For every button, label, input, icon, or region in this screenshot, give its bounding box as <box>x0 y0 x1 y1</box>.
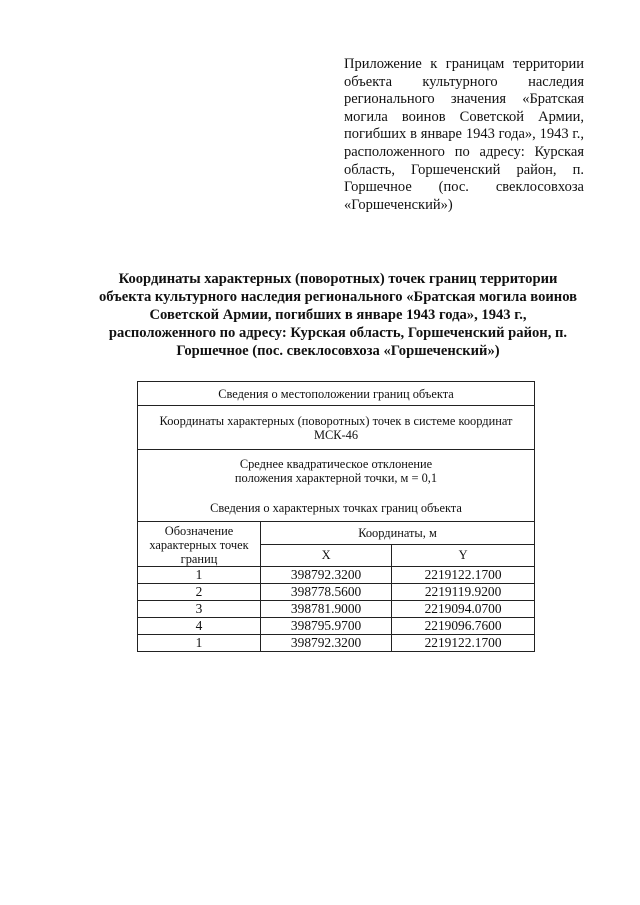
y-value: 2219122.1700 <box>392 567 535 584</box>
x-column-header: X <box>261 544 392 567</box>
y-value: 2219122.1700 <box>392 635 535 652</box>
x-value: 398792.3200 <box>261 635 392 652</box>
point-id: 1 <box>138 567 261 584</box>
coordinates-table <box>137 381 535 652</box>
document-title: Координаты характерных (поворотных) точек границ территории объекта культурного наследия регионального «Братская могила воинов Советской Армии, погибших в январе 1943 года», 1943 г., расположенного по адресу: Курская область, Горшеченский район, п. Горшечное (пос. свеклосовхоза «Горшеченский») <box>98 271 578 359</box>
point-id: 2 <box>138 584 261 601</box>
annex-note: Приложение к границам территории объекта культурного наследия регионального значения «Братская могила воинов Советской Армии, погибших в январе 1943 года», 1943 г., расположенного по адресу: Курская область, Горшеченский район, п. Горшечное (пос. свеклосовхоза «Горшеченский») <box>344 56 584 213</box>
table-row <box>138 618 535 635</box>
table-row <box>138 601 535 618</box>
y-value: 2219096.7600 <box>392 618 535 635</box>
y-value: 2219094.0700 <box>392 601 535 618</box>
coordinate-system-header: Координаты характерных (поворотных) точек в системе координат МСК-46 <box>138 406 535 450</box>
table-row <box>138 635 535 652</box>
table-row <box>138 567 535 584</box>
location-header: Сведения о местоположении границ объекта <box>138 382 535 406</box>
designation-column-header: Обозначение характерных точек границ <box>138 522 261 567</box>
y-column-header: Y <box>392 544 535 567</box>
table-row <box>138 584 535 601</box>
point-id: 3 <box>138 601 261 618</box>
coordinates-column-header: Координаты, м <box>261 522 535 545</box>
points-info-header: Сведения о характерных точках границ объекта <box>210 500 462 515</box>
x-value: 398795.9700 <box>261 618 392 635</box>
x-value: 398778.5600 <box>261 584 392 601</box>
accuracy-info-cell <box>138 450 535 522</box>
deviation-line-1: Среднее квадратическое отклонение <box>239 456 433 471</box>
point-id: 4 <box>138 618 261 635</box>
point-id: 1 <box>138 635 261 652</box>
y-value: 2219119.9200 <box>392 584 535 601</box>
x-value: 398792.3200 <box>261 567 392 584</box>
x-value: 398781.9000 <box>261 601 392 618</box>
deviation-line-2: положения характерной точки, м = 0,1 <box>234 470 438 485</box>
